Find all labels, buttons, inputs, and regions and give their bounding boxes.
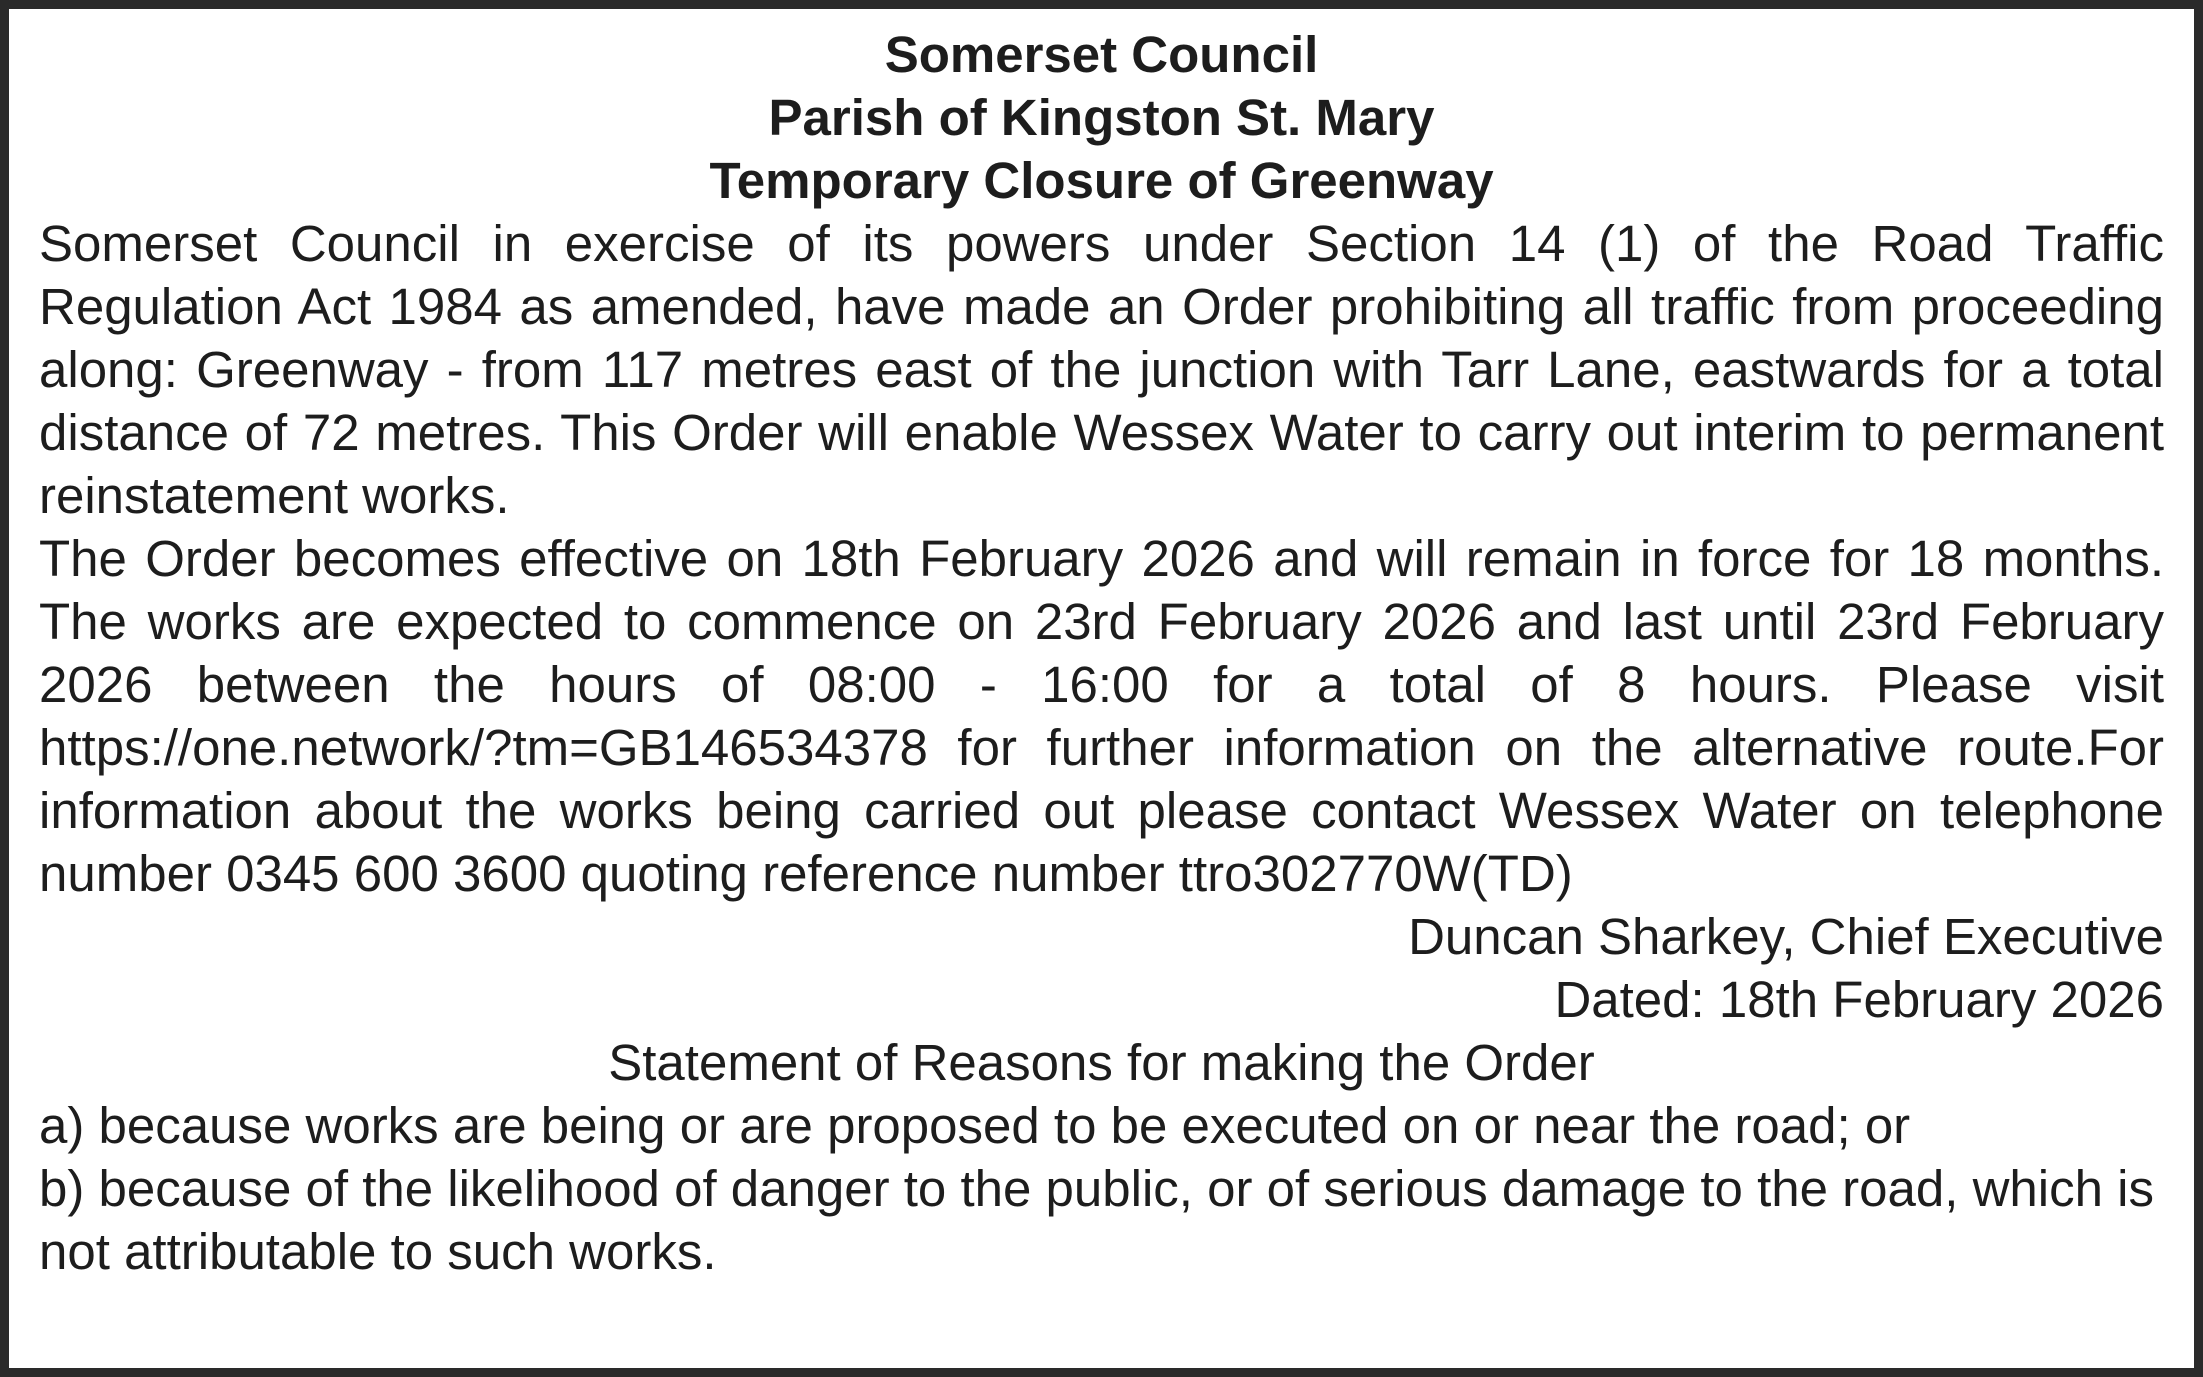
dated-line: Dated: 18th February 2026 bbox=[1554, 971, 2164, 1028]
order-paragraph: Somerset Council in exercise of its powers under Section 14 (1) of the Road Traffic Regulation Act 1984 as amended, have made an Order prohibiting all traffic from proceeding along: Greenway - from 117 metres east of the junction with Tarr Lane, eastwards for a total distance of 72 metres. This Order will enable Wessex Water to carry out interim to permanent reinstatement works. bbox=[39, 215, 2164, 524]
reasons-heading: Statement of Reasons for making the Order bbox=[608, 1034, 1595, 1091]
notice-title: Temporary Closure of Greenway bbox=[709, 152, 1494, 209]
effective-dates-paragraph: The Order becomes effective on 18th February 2026 and will remain in force for 18 months. The works are expected to commence on 23rd February 2026 and last until 23rd February 2026 between the hours of 08:00 - 16:00 for a total of 8 hours. Please visit https://one.network/?tm=GB146534378 for further information on the alternative route.For information about the works being carried out please contact Wessex Water on telephone number 0345 600 3600 quoting reference number ttro302770W(TD) bbox=[39, 530, 2164, 902]
notice-authority-heading: Somerset Council bbox=[884, 26, 1319, 83]
reason-item-a: a) because works are being or are proposed to be executed on or near the road; or bbox=[39, 1097, 1911, 1154]
signatory-name: Duncan Sharkey, Chief Executive bbox=[1408, 908, 2164, 965]
notice-parish-heading: Parish of Kingston St. Mary bbox=[768, 89, 1435, 146]
reason-item-b: b) because of the likelihood of danger to the public, or of serious damage to the road, which is not attributable to such works. bbox=[39, 1160, 2154, 1280]
